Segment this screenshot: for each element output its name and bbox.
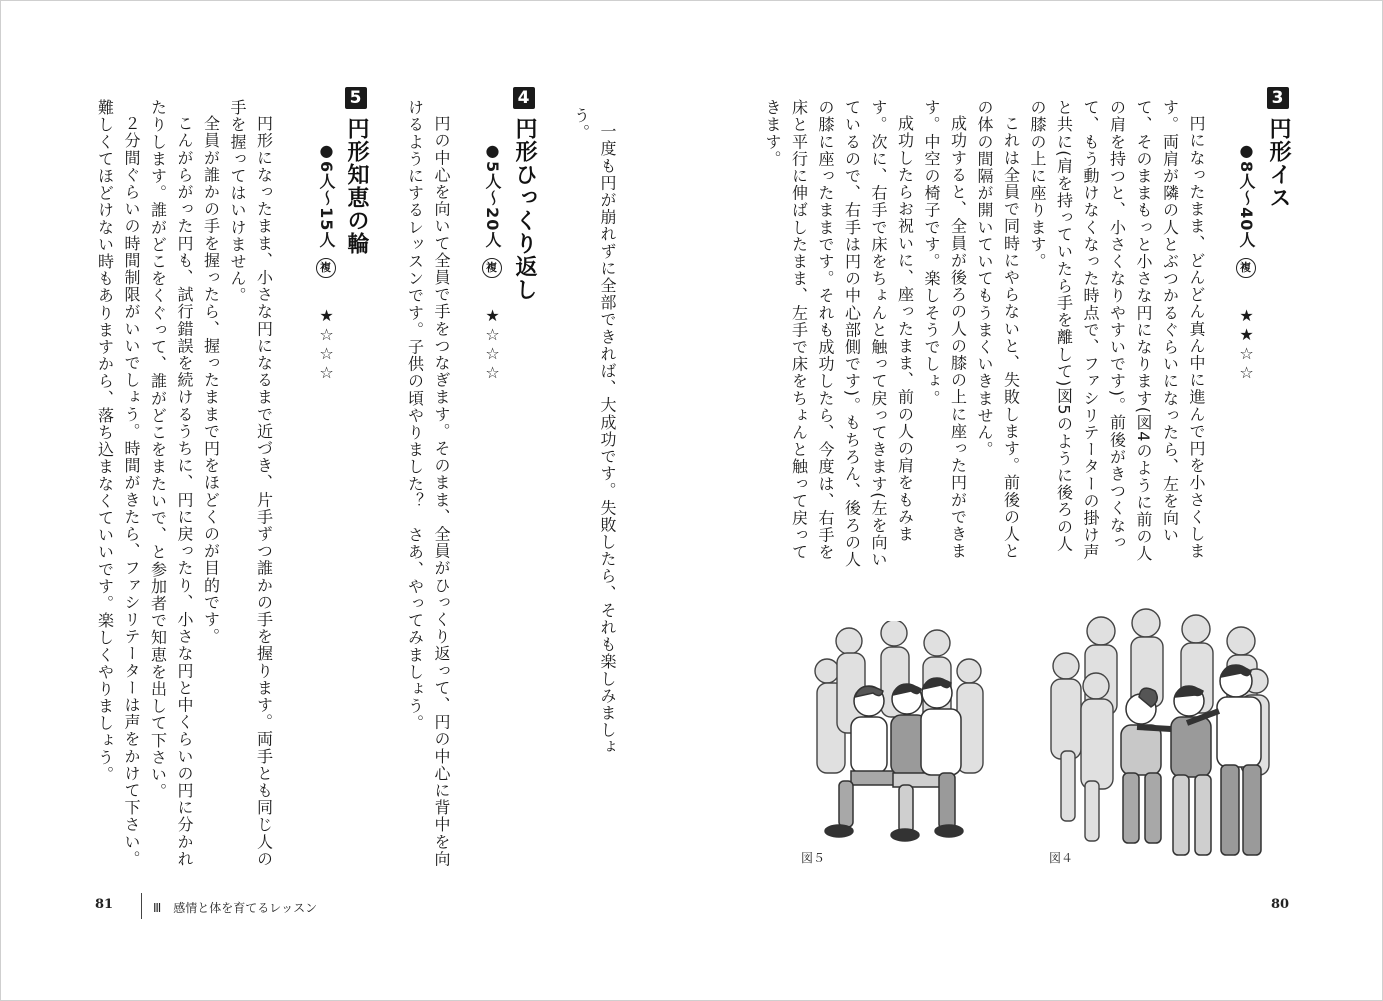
section4-number: 4 — [513, 87, 535, 109]
section5-body — [91, 99, 277, 869]
figure5-caption: 図５ — [801, 851, 826, 865]
figure5-illustration — [809, 621, 989, 851]
section3-title: 円形イス — [1266, 117, 1291, 209]
section3-heading — [1263, 87, 1293, 209]
section3-paragraph: 円になったまま、どんどん真ん中に進んで円を小さくします。両肩が隣の人とぶつかるぐらいになったら、左を向いて、そのままもっと小さな円になります(図4のように前の人の肩を持つと、小さくなりやすいです)。前後がきつくなって、もう動けなくなった時点で、ファシリテーターの掛け声と共に(肩を持っていたら手を離して)図5のように後ろの人の膝の上に座ります。 — [1028, 99, 1206, 563]
section5-paragraph: ２分間ぐらいの時間制限がいいでしょう。時間がきたら、ファシリテーターは声をかけて下さい。難しくてほどけない時もありますから、落ち込まなくていいです。楽しくやりましょう。 — [95, 99, 141, 868]
section4-participants: ●5人～20人 — [483, 141, 502, 249]
running-title: Ⅲ 感情と体を育てるレッスン — [153, 901, 318, 915]
figure4-illustration — [1041, 601, 1281, 871]
section5-number: 5 — [345, 87, 367, 109]
right-page-number: 80 — [1271, 897, 1290, 912]
section4-body — [401, 99, 454, 869]
section5-paragraph: 円形になったまま、小さな円になるまで近づき、片手ずつ誰かの手を握ります。両手とも同じ人の手を握ってはいけません。 — [228, 99, 274, 868]
continuation-paragraph: 一度も円が崩れずに全部できれば、大成功です。失敗したら、それも楽しみましょう。 — [571, 107, 617, 756]
section5-paragraph: こんがらがった円も、試行錯誤を続けるうちに、円に戻ったり、小さな円と中くらいの円に分かれたりします。誰がどこをくぐって、誰がどこをまたいで、と参加者で知恵を出して下さい。 — [148, 99, 194, 868]
section3-stars: ★★☆☆ — [1237, 305, 1256, 382]
section4-heading — [509, 87, 539, 301]
figure4-caption: 図４ — [1049, 851, 1074, 865]
section5-meta — [315, 141, 337, 382]
section5-stars: ★☆☆☆ — [317, 305, 336, 382]
section5-heading — [341, 87, 371, 255]
section4-stars: ★☆☆☆ — [483, 305, 502, 382]
left-page-number: 81 — [95, 897, 114, 912]
section3-mark: 複 — [1236, 258, 1256, 278]
section3-number: 3 — [1267, 87, 1289, 109]
section5-mark: 複 — [316, 258, 336, 278]
section4-meta — [481, 141, 503, 382]
section4-title: 円形ひっくり返し — [512, 117, 537, 301]
section4-paragraph: 円の中心を向いて全員で手をつなぎます。そのまま、全員がひっくり返って、円の中心に背中を向けるようにするレッスンです。子供の頃やりました？ さあ、やってみましょう。 — [405, 99, 451, 868]
section4-mark: 複 — [482, 258, 502, 278]
section3-body — [763, 99, 1209, 569]
footer-divider — [141, 893, 142, 919]
section3-paragraph: 成功したらお祝いに、座ったまま、前の人の肩をもみます。次に、右手で床をちょんと触って戻ってきます(左を向いているので、右手は円の中心部側です)。もちろん、後ろの人の膝に座ったままです。それも成功したら、今度は、右手を床と平行に伸ばしたまま、左手で床をちょんと触って戻ってきます。 — [763, 99, 915, 569]
section3-meta — [1235, 141, 1257, 382]
section3-paragraph: これは全員で同時にやらないと、失敗します。前後の人との体の間隔が開いていてもうまくいきません。 — [975, 99, 1021, 560]
section5-participants: ●6人～15人 — [317, 141, 336, 249]
section5-title: 円形知恵の輪 — [344, 117, 369, 255]
section3-participants: ●8人～40人 — [1237, 141, 1256, 249]
section5-paragraph: 全員が誰かの手を握ったら、握ったままで円をほどくのが目的です。 — [201, 115, 221, 646]
section3-paragraph: 成功すると、全員が後ろの人の膝の上に座った円ができます。中空の椅子です。楽しそうでしょ。 — [922, 99, 968, 560]
continuation-text — [567, 107, 620, 787]
